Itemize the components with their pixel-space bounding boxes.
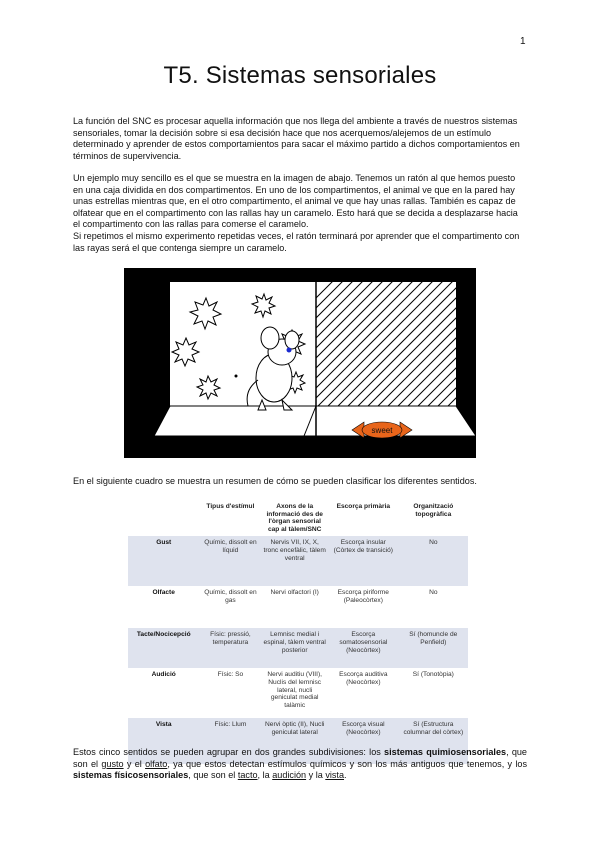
smell-term: olfato (145, 758, 168, 769)
table-cell: Escorça somatosensorial (Neocòrtex) (328, 628, 399, 668)
page-number: 1 (520, 36, 526, 47)
table-cell: Sí (Estructura columnar del còrtex) (399, 718, 468, 764)
closing-text: y el (123, 758, 146, 769)
senses-table (128, 500, 468, 764)
intro-paragraph: La función del SNC es procesar aquella información que nos llega del ambiente a través de nuestros sistemas sensoriales, tomar la decisión sobre si esa decisión hace que nos acerquemos/alejemos de un estímulo determinado y aprender de estos comportamientos para sacar el máximo partido a dichos comportamientos en términos de supervivencia. (73, 116, 520, 161)
box-floor (154, 406, 476, 436)
closing-text: Estos cinco sentidos se pueden agrupar en dos grandes subdivisiones: los (73, 747, 385, 757)
table-cell: Nervi olfactori (I) (270, 589, 319, 597)
document-title: T5. Sistemas sensoriales (163, 62, 437, 89)
table-cell: Tacte/Nocicepció (128, 628, 199, 668)
taste-term: gusto (101, 758, 124, 769)
candy-icon (352, 422, 412, 438)
physicosensory-term: sistemas físicosensoriales (73, 770, 189, 781)
table-cell: Escorça insular (Còrtex de transició) (328, 536, 399, 586)
table-cell: Sí (Tonotòpia) (412, 671, 454, 679)
table-cell: Olfacte (152, 589, 175, 597)
closing-text: , la (257, 770, 273, 781)
table-header: Escorça primària (336, 503, 391, 510)
table-cell: Escorça visual (Neocòrtex) (328, 718, 399, 764)
closing-text: . (344, 770, 347, 781)
example-text: Un ejemplo muy sencillo es el que se muestra en la imagen de abajo. Tenemos un ratón al que hemos puesto en una caja dividida en dos compartimentos. En uno de los compartimentos, el animal ve que en la pared hay unas estrellas mientras que, en el otro compartimento, el animal ve que hay unas rallas. También es capaz de olfatear que en el compartimento con las rallas hay un caramelo. Esto hará que se decida a desplazarse hacia el compartimento con las rallas para comerse el caramelo. (73, 173, 518, 230)
table-cell: Audició (151, 671, 176, 679)
table-cell: Físic: Llum (199, 718, 261, 764)
closing-text: , que son el (73, 747, 527, 769)
sight-term: vista (325, 770, 345, 781)
table-cell: Nervi òptic (II), Nucli geniculat lateral (261, 718, 328, 764)
table-row (128, 628, 468, 668)
table-cell: Nervis VII, IX, X, tronc encefàlic, tàlem ventral (261, 536, 328, 586)
mouse-experiment-figure (124, 268, 476, 458)
table-cell: Químic, dissolt en gas (204, 589, 257, 604)
table-header: Axons de la informació des de l'òrgan sensorial cap al tàlem/SNC (266, 503, 323, 533)
table-cell: Vista (128, 718, 199, 764)
candy-label: sweet (371, 426, 393, 435)
closing-text: y la (306, 770, 326, 781)
touch-term: tacto (237, 770, 258, 781)
chemosensory-term: sistemas quimiosensoriales (384, 747, 507, 757)
table-header-row (128, 500, 468, 536)
example-paragraph (73, 173, 527, 254)
closing-paragraph (73, 747, 527, 782)
table-cell: Físic: pressió, temperatura (199, 628, 261, 668)
table-header (128, 500, 199, 536)
table-cell: No (429, 589, 438, 597)
table-row (128, 668, 468, 718)
table-cell: Químic, dissolt en líquid (199, 536, 261, 586)
table-row (128, 586, 468, 628)
closing-text: , ya que estos detectan estímulos químicos y son los más antiguos que tenemos, y los (167, 758, 528, 769)
table-cell: Gust (128, 536, 199, 586)
table-intro: En el siguiente cuadro se muestra un resumen de cómo se pueden clasificar los diferentes sentidos. (73, 476, 477, 486)
table-row (128, 536, 468, 586)
example-conclusion: Si repetimos el mismo experimento repetidas veces, el ratón terminará por aprender que el compartimento con las rayas será el que contenga siempre un caramelo. (73, 230, 520, 253)
table-cell: Sí (homuncle de Penfield) (399, 628, 468, 668)
table-cell: Escorça piriforme (Paleocòrtex) (337, 589, 389, 604)
table-header: Tipus d'estímul (206, 503, 255, 510)
hearing-term: audición (272, 770, 307, 781)
table-cell: Nervi auditiu (VIII), Nuclis del lemnisc lateral, nucli geniculat medial talàmic (267, 671, 322, 709)
table-cell: Escorça auditiva (Neocòrtex) (339, 671, 388, 686)
table-header: Organització topogràfica (413, 503, 454, 518)
closing-text: , que son el (188, 770, 238, 781)
table-cell: Lemnisc medial i espinal, tàlem ventral posterior (261, 628, 328, 668)
table-cell: No (399, 536, 468, 586)
table-cell: Físic: So (217, 671, 244, 679)
